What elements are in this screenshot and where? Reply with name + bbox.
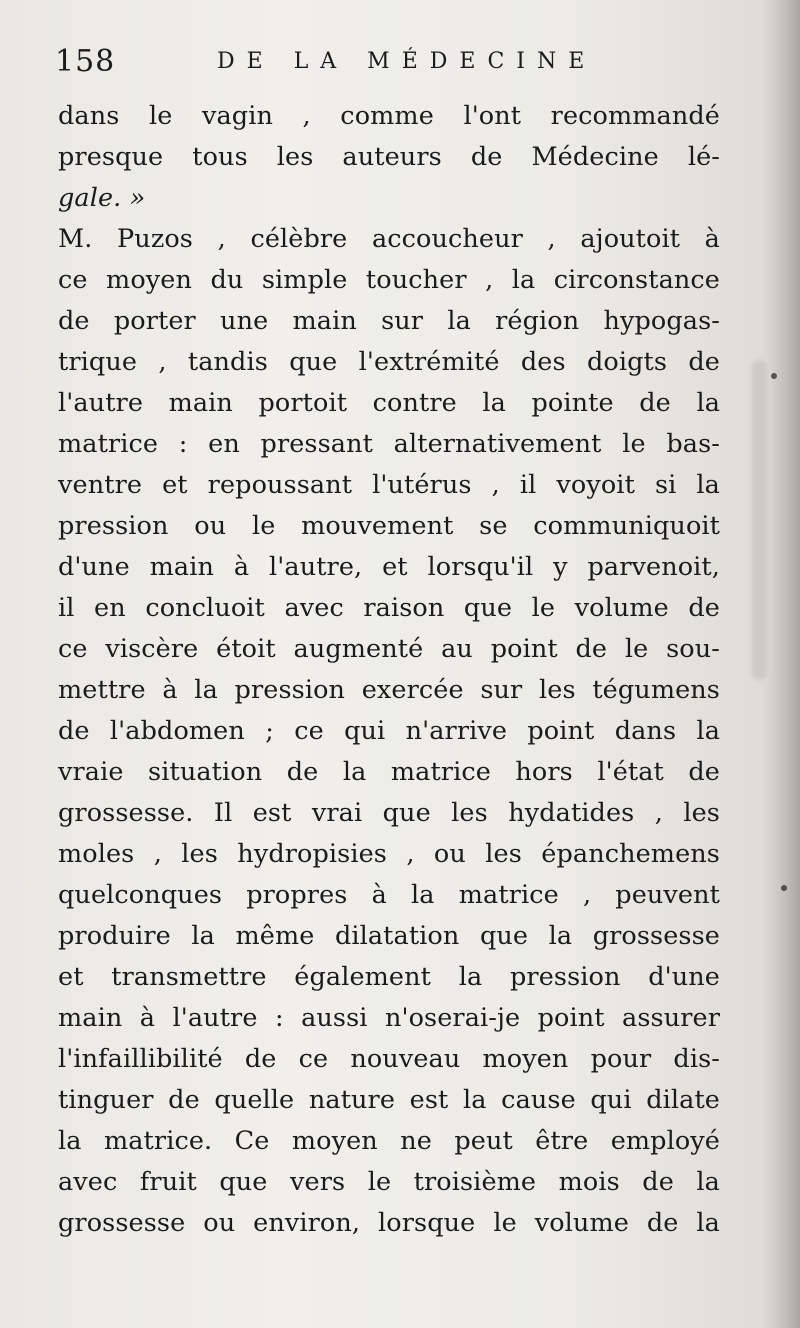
text-line: moles , les hydropisies , ou les épanchemens: [58, 839, 720, 869]
ink-speck: [781, 885, 787, 891]
text-line: la matrice. Ce moyen ne peut être employé: [58, 1126, 720, 1156]
text-line: M. Puzos , célèbre accoucheur , ajoutoit à: [58, 224, 720, 254]
running-title: DE LA MÉDECINE: [217, 49, 597, 74]
text-line: trique , tandis que l'extrémité des doigts de: [58, 347, 720, 377]
text-line: gale. »: [58, 183, 146, 213]
body-text: [58, 96, 720, 1244]
text-line: de porter une main sur la région hypogas-: [58, 306, 720, 336]
text-line: ce viscère étoit augmenté au point de le sou-: [58, 634, 720, 664]
page-edge-shadow: [760, 0, 800, 1328]
text-line: ventre et repoussant l'utérus , il voyoit si la: [58, 470, 720, 500]
text-line: grossesse. Il est vrai que les hydatides , les: [58, 798, 720, 828]
text-line: pression ou le mouvement se communiquoit: [58, 511, 720, 541]
text-line: main à l'autre : aussi n'oserai-je point assurer: [58, 1003, 720, 1033]
page-number: 158: [55, 44, 116, 79]
text-line: presque tous les auteurs de Médecine lé-: [58, 142, 720, 172]
text-line: matrice : en pressant alternativement le bas-: [58, 429, 720, 459]
text-line: avec fruit que vers le troisième mois de la: [58, 1167, 720, 1197]
text-line: quelconques propres à la matrice , peuvent: [58, 880, 720, 910]
text-line: l'autre main portoit contre la pointe de la: [58, 388, 720, 418]
text-line: et transmettre également la pression d'une: [58, 962, 720, 992]
page-smudge: [752, 360, 766, 680]
text-line: mettre à la pression exercée sur les tégumens: [58, 675, 720, 705]
text-line: vraie situation de la matrice hors l'état de: [58, 757, 720, 787]
text-line: de l'abdomen ; ce qui n'arrive point dans la: [58, 716, 720, 746]
ink-speck: [771, 373, 777, 379]
text-line: d'une main à l'autre, et lorsqu'il y parvenoit,: [58, 552, 720, 582]
text-line: grossesse ou environ, lorsque le volume de la: [58, 1208, 720, 1238]
text-line: il en concluoit avec raison que le volume de: [58, 593, 720, 623]
text-line: ce moyen du simple toucher , la circonstance: [58, 265, 720, 295]
running-head: [55, 42, 705, 82]
text-line: dans le vagin , comme l'ont recommandé: [58, 101, 720, 131]
text-line: l'infaillibilité de ce nouveau moyen pour dis-: [58, 1044, 720, 1074]
text-line: tinguer de quelle nature est la cause qui dilate: [58, 1085, 720, 1115]
text-line: produire la même dilatation que la grossesse: [58, 921, 720, 951]
